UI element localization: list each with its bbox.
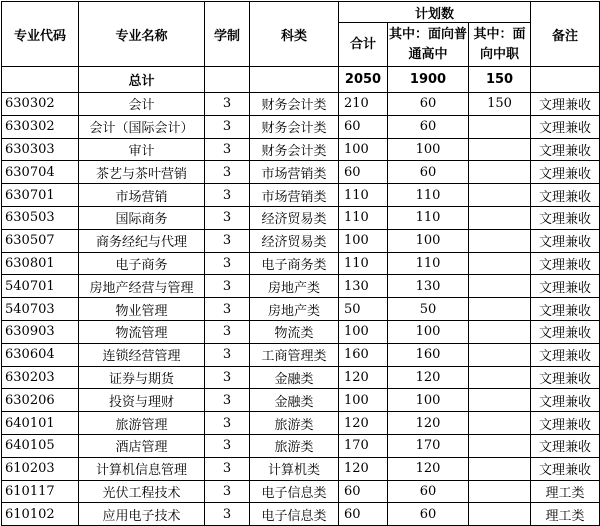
general-cell: 60 — [388, 161, 469, 184]
code-cell: 630701 — [2, 184, 79, 207]
vocational-cell — [469, 320, 531, 343]
note-cell: 文理兼收 — [531, 229, 600, 252]
note-cell: 文理兼收 — [531, 93, 600, 116]
general-cell: 170 — [388, 434, 469, 457]
note-cell: 文理兼收 — [531, 434, 600, 457]
category-cell: 市场营销类 — [250, 161, 339, 184]
code-cell: 610203 — [2, 457, 79, 480]
duration-cell: 3 — [205, 480, 250, 503]
name-cell: 连锁经营管理 — [79, 343, 205, 366]
note-cell: 理工类 — [531, 480, 600, 503]
total-cell: 110 — [339, 206, 388, 229]
general-cell: 60 — [388, 503, 469, 526]
header-code: 专业代码 — [2, 2, 79, 67]
name-cell: 酒店管理 — [79, 434, 205, 457]
name-cell: 商务经纪与代理 — [79, 229, 205, 252]
vocational-cell — [469, 161, 531, 184]
total-cell: 60 — [339, 480, 388, 503]
summary-label: 总计 — [79, 67, 205, 93]
header-plan: 计划数 — [339, 2, 531, 23]
duration-cell: 3 — [205, 366, 250, 389]
vocational-cell — [469, 184, 531, 207]
table-row — [2, 206, 600, 229]
category-cell: 物流类 — [250, 320, 339, 343]
code-cell: 610117 — [2, 480, 79, 503]
total-cell: 130 — [339, 275, 388, 298]
code-cell: 640105 — [2, 434, 79, 457]
general-cell: 60 — [388, 93, 469, 116]
name-cell: 物流管理 — [79, 320, 205, 343]
summary-row — [2, 67, 600, 93]
total-cell: 100 — [339, 229, 388, 252]
duration-cell: 3 — [205, 252, 250, 275]
category-cell: 财务会计类 — [250, 93, 339, 116]
total-cell: 120 — [339, 366, 388, 389]
category-cell: 经济贸易类 — [250, 229, 339, 252]
note-cell: 文理兼收 — [531, 366, 600, 389]
table-row — [2, 115, 600, 138]
category-cell: 房地产类 — [250, 275, 339, 298]
name-cell: 投资与理财 — [79, 389, 205, 412]
code-cell: 630303 — [2, 138, 79, 161]
duration-cell: 3 — [205, 320, 250, 343]
category-cell: 工商管理类 — [250, 343, 339, 366]
vocational-cell — [469, 206, 531, 229]
vocational-cell — [469, 434, 531, 457]
name-cell: 会计 — [79, 93, 205, 116]
table-row — [2, 434, 600, 457]
vocational-cell — [469, 343, 531, 366]
vocational-cell — [469, 252, 531, 275]
total-cell: 60 — [339, 115, 388, 138]
general-cell: 120 — [388, 366, 469, 389]
name-cell: 旅游管理 — [79, 412, 205, 435]
name-cell: 国际商务 — [79, 206, 205, 229]
summary-note-cell — [531, 67, 600, 93]
vocational-cell — [469, 298, 531, 321]
duration-cell: 3 — [205, 412, 250, 435]
header-total: 合计 — [339, 23, 388, 67]
name-cell: 房地产经营与管理 — [79, 275, 205, 298]
name-cell: 茶艺与茶叶营销 — [79, 161, 205, 184]
code-cell: 630203 — [2, 366, 79, 389]
total-cell: 60 — [339, 503, 388, 526]
code-cell: 630604 — [2, 343, 79, 366]
summary-code-cell — [2, 67, 79, 93]
duration-cell: 3 — [205, 275, 250, 298]
note-cell: 文理兼收 — [531, 320, 600, 343]
table-row — [2, 320, 600, 343]
code-cell: 630704 — [2, 161, 79, 184]
vocational-cell — [469, 115, 531, 138]
summary-total: 2050 — [339, 67, 388, 93]
total-cell: 100 — [339, 389, 388, 412]
note-cell: 文理兼收 — [531, 412, 600, 435]
general-cell: 100 — [388, 138, 469, 161]
header-general: 其中：面向普通高中 — [388, 23, 469, 67]
table-row — [2, 252, 600, 275]
summary-duration-cell — [205, 67, 250, 93]
vocational-cell — [469, 275, 531, 298]
code-cell: 630507 — [2, 229, 79, 252]
note-cell: 文理兼收 — [531, 161, 600, 184]
name-cell: 会计（国际会计） — [79, 115, 205, 138]
name-cell: 市场营销 — [79, 184, 205, 207]
general-cell: 100 — [388, 229, 469, 252]
note-cell: 文理兼收 — [531, 115, 600, 138]
table-row — [2, 389, 600, 412]
vocational-cell — [469, 412, 531, 435]
duration-cell: 3 — [205, 161, 250, 184]
table-row — [2, 457, 600, 480]
total-cell: 160 — [339, 343, 388, 366]
name-cell: 电子商务 — [79, 252, 205, 275]
duration-cell: 3 — [205, 229, 250, 252]
general-cell: 160 — [388, 343, 469, 366]
name-cell: 审计 — [79, 138, 205, 161]
vocational-cell — [469, 389, 531, 412]
vocational-cell — [469, 503, 531, 526]
table-row — [2, 343, 600, 366]
table-row — [2, 229, 600, 252]
vocational-cell — [469, 138, 531, 161]
code-cell: 630903 — [2, 320, 79, 343]
code-cell: 540703 — [2, 298, 79, 321]
vocational-cell — [469, 457, 531, 480]
duration-cell: 3 — [205, 503, 250, 526]
note-cell: 文理兼收 — [531, 343, 600, 366]
category-cell: 计算机类 — [250, 457, 339, 480]
table-row — [2, 275, 600, 298]
category-cell: 电子信息类 — [250, 480, 339, 503]
total-cell: 50 — [339, 298, 388, 321]
name-cell: 物业管理 — [79, 298, 205, 321]
general-cell: 50 — [388, 298, 469, 321]
header-name: 专业名称 — [79, 2, 205, 67]
duration-cell: 3 — [205, 115, 250, 138]
code-cell: 630503 — [2, 206, 79, 229]
category-cell: 房地产类 — [250, 298, 339, 321]
vocational-cell — [469, 480, 531, 503]
header-category: 科类 — [250, 2, 339, 67]
enrollment-plan-table — [1, 1, 600, 526]
note-cell: 文理兼收 — [531, 298, 600, 321]
header-note: 备注 — [531, 2, 600, 67]
duration-cell: 3 — [205, 389, 250, 412]
table-row — [2, 412, 600, 435]
vocational-cell: 150 — [469, 93, 531, 116]
category-cell: 电子商务类 — [250, 252, 339, 275]
table-row — [2, 298, 600, 321]
duration-cell: 3 — [205, 434, 250, 457]
table-row — [2, 184, 600, 207]
summary-category-cell — [250, 67, 339, 93]
summary-general: 1900 — [388, 67, 469, 93]
code-cell: 640101 — [2, 412, 79, 435]
code-cell: 630302 — [2, 93, 79, 116]
code-cell: 630801 — [2, 252, 79, 275]
duration-cell: 3 — [205, 184, 250, 207]
total-cell: 170 — [339, 434, 388, 457]
header-vocational: 其中：面向中职 — [469, 23, 531, 67]
note-cell: 文理兼收 — [531, 138, 600, 161]
note-cell: 文理兼收 — [531, 457, 600, 480]
total-cell: 60 — [339, 161, 388, 184]
general-cell: 60 — [388, 115, 469, 138]
note-cell: 文理兼收 — [531, 275, 600, 298]
note-cell: 文理兼收 — [531, 206, 600, 229]
general-cell: 110 — [388, 252, 469, 275]
category-cell: 旅游类 — [250, 434, 339, 457]
category-cell: 经济贸易类 — [250, 206, 339, 229]
category-cell: 财务会计类 — [250, 138, 339, 161]
general-cell: 110 — [388, 206, 469, 229]
code-cell: 630206 — [2, 389, 79, 412]
duration-cell: 3 — [205, 298, 250, 321]
total-cell: 210 — [339, 93, 388, 116]
header-duration: 学制 — [205, 2, 250, 67]
total-cell: 120 — [339, 457, 388, 480]
total-cell: 110 — [339, 252, 388, 275]
total-cell: 110 — [339, 184, 388, 207]
category-cell: 财务会计类 — [250, 115, 339, 138]
table-row — [2, 366, 600, 389]
table-row — [2, 480, 600, 503]
duration-cell: 3 — [205, 457, 250, 480]
category-cell: 金融类 — [250, 366, 339, 389]
general-cell: 110 — [388, 184, 469, 207]
general-cell: 60 — [388, 480, 469, 503]
total-cell: 100 — [339, 138, 388, 161]
general-cell: 130 — [388, 275, 469, 298]
total-cell: 120 — [339, 412, 388, 435]
table-row — [2, 93, 600, 116]
code-cell: 540701 — [2, 275, 79, 298]
category-cell: 市场营销类 — [250, 184, 339, 207]
code-cell: 630302 — [2, 115, 79, 138]
category-cell: 电子信息类 — [250, 503, 339, 526]
summary-vocational: 150 — [469, 67, 531, 93]
general-cell: 120 — [388, 412, 469, 435]
name-cell: 应用电子技术 — [79, 503, 205, 526]
name-cell: 光伏工程技术 — [79, 480, 205, 503]
name-cell: 计算机信息管理 — [79, 457, 205, 480]
duration-cell: 3 — [205, 206, 250, 229]
note-cell: 理工类 — [531, 503, 600, 526]
note-cell: 文理兼收 — [531, 184, 600, 207]
table-row — [2, 138, 600, 161]
name-cell: 证券与期货 — [79, 366, 205, 389]
table-row — [2, 503, 600, 526]
duration-cell: 3 — [205, 93, 250, 116]
duration-cell: 3 — [205, 138, 250, 161]
vocational-cell — [469, 229, 531, 252]
vocational-cell — [469, 366, 531, 389]
category-cell: 旅游类 — [250, 412, 339, 435]
general-cell: 120 — [388, 457, 469, 480]
general-cell: 100 — [388, 320, 469, 343]
table-row — [2, 161, 600, 184]
general-cell: 100 — [388, 389, 469, 412]
note-cell: 文理兼收 — [531, 252, 600, 275]
code-cell: 610102 — [2, 503, 79, 526]
duration-cell: 3 — [205, 343, 250, 366]
category-cell: 金融类 — [250, 389, 339, 412]
note-cell: 文理兼收 — [531, 389, 600, 412]
total-cell: 100 — [339, 320, 388, 343]
